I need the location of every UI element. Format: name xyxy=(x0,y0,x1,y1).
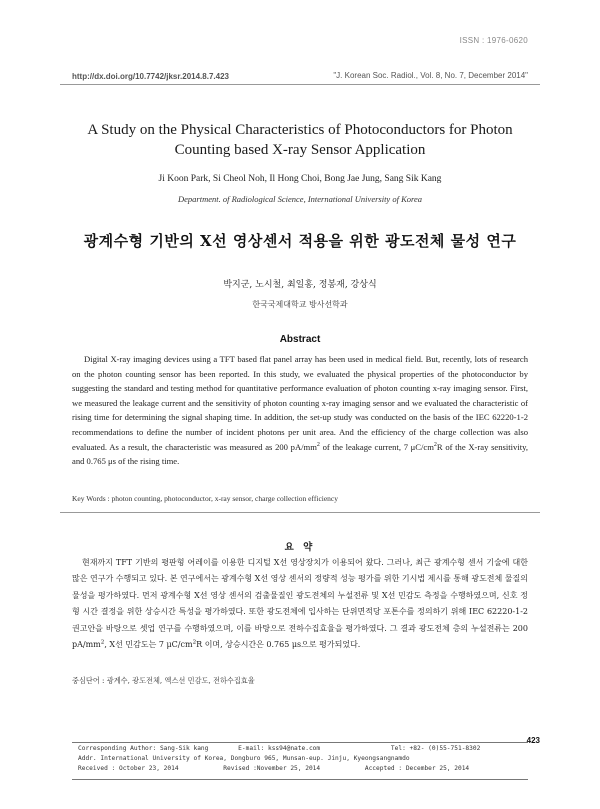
korean-abstract-text-1: 현재까지 TFT 기반의 평판형 어레이를 이용한 디지털 X선 영상장치가 이용되어 왔다. 그러나, 최근 광계수형 센서 기술에 대한 많은 연구가 수행되고 있다. 본 연구에서는 광계수형 X선 영상 센서의 정량적 성능 평가를 위한 기시법 제시를 통해 광도전체 물질의 물성을 평가하였다. 먼저 광계수형 X선 영상 센서의 검출물질인 광도전체의 누설전류 및 X선 민감도 측정을 수행하였으며, 신호 정형 시간 결정을 위한 상승시간 특성을 평가하였다. 또한 광도전체에 입사하는 단위면적당 포톤수를 정의하기 위해 IEC 62220-1-2 권고안을 바탕으로 셋업 연구를 수행하였으며, 이를 바탕으로 전하수집효율을 평가하였다. 그 결과 광도전체 층의 누설전류는 200 pA/mm xyxy=(72,558,528,650)
abstract-text-2: of the leakage current, 7 μC/cm xyxy=(319,441,434,452)
footer-correspondence: Corresponding Author: Sang-Sik kang E-mail: kss94@nate.com Tel: +82- (0)55-751-8302 xyxy=(78,745,481,752)
abstract-text-3: R of the X-ray sensitivity, and 0.765 μs of the rising time. xyxy=(72,441,528,467)
korean-abstract-sup-2: 2 xyxy=(192,639,197,646)
issn: ISSN : 1976-0620 xyxy=(459,36,528,45)
korean-abstract-heading: 요 약 xyxy=(284,542,316,553)
footer-divider-top xyxy=(72,742,528,743)
korean-author-list: 박지군, 노시철, 최일홍, 정봉재, 강상식 xyxy=(223,280,377,290)
korean-abstract-text-2: , X선 민감도는 7 μC/cm xyxy=(104,640,193,650)
doi-link[interactable]: http://dx.doi.org/10.7742/jksr.2014.8.7.423 xyxy=(72,72,229,81)
abstract-heading: Abstract xyxy=(279,334,321,345)
keywords: Key Words : photon counting, photoconductor, x-ray sensor, charge collection efficiency xyxy=(72,494,339,503)
korean-abstract-body xyxy=(72,555,528,653)
abstract-sup-1: 2 xyxy=(316,441,320,448)
footer-dates: Received : October 23, 2014 Revised :November 25, 2014 Accepted : December 25, 2014 xyxy=(78,765,470,772)
journal-citation: "J. Korean Soc. Radiol., Vol. 8, No. 7, December 2014" xyxy=(333,71,528,80)
paper-title xyxy=(60,120,540,160)
paper-title-line-2: Counting based X-ray Sensor Application xyxy=(174,142,426,158)
author-list: Ji Koon Park, Si Cheol Noh, Il Hong Choi, Bong Jae Jung, Sang Sik Kang xyxy=(158,174,442,184)
korean-keywords: 중심단어 : 광계수, 광도전체, 엑스선 민감도, 전하수집효율 xyxy=(72,676,255,685)
header-divider xyxy=(60,84,540,85)
paper-title-line-1: A Study on the Physical Characteristics of Photoconductors for Photon xyxy=(87,122,513,138)
korean-abstract-sup-1: 2 xyxy=(100,639,105,646)
abstract-sup-2: 2 xyxy=(433,441,437,448)
abstract-text-1: Digital X-ray imaging devices using a TFT based flat panel array has been used in medical field. But, recently, lots of research on the photon counting sensor has been reported. In this study, we evaluated the physical properties of the photoconductor by suggesting the standard and testing method for quantitative performance evaluation of photon counting x-ray imaging sensor. First, we measured the leakage current and the sensitivity of photon counting x-ray imaging sensor and we evaluated the characteristic of rising time for determining the signal shaping time. In addition, the set-up study was conducted on the basis of the IEC 62220-1-2 recommendations to define the number of incident photons per unit area. And the efficiency of the charge collection was also evaluated. As a result, the characteristic was measured as 200 pA/mm xyxy=(72,354,528,452)
section-divider xyxy=(60,512,540,513)
korean-title: 광계수형 기반의 X선 영상센서 적용을 위한 광도전체 물성 연구 xyxy=(83,232,517,250)
footer-divider-bottom xyxy=(72,779,528,780)
footer-info xyxy=(78,744,480,774)
korean-abstract-text-3: R 이며, 상승시간은 0.765 μs으로 평가되었다. xyxy=(196,640,361,650)
department: Department. of Radiological Science, International University of Korea xyxy=(177,194,422,204)
korean-affiliation: 한국국제대학교 방사선학과 xyxy=(252,300,348,309)
footer-address: Addr. International University of Korea, Dongburo 965, Munsan-eup. Jinju, Kyeongsangnamdo xyxy=(78,755,410,762)
abstract-body xyxy=(72,352,528,469)
page-number: 423 xyxy=(526,736,540,745)
